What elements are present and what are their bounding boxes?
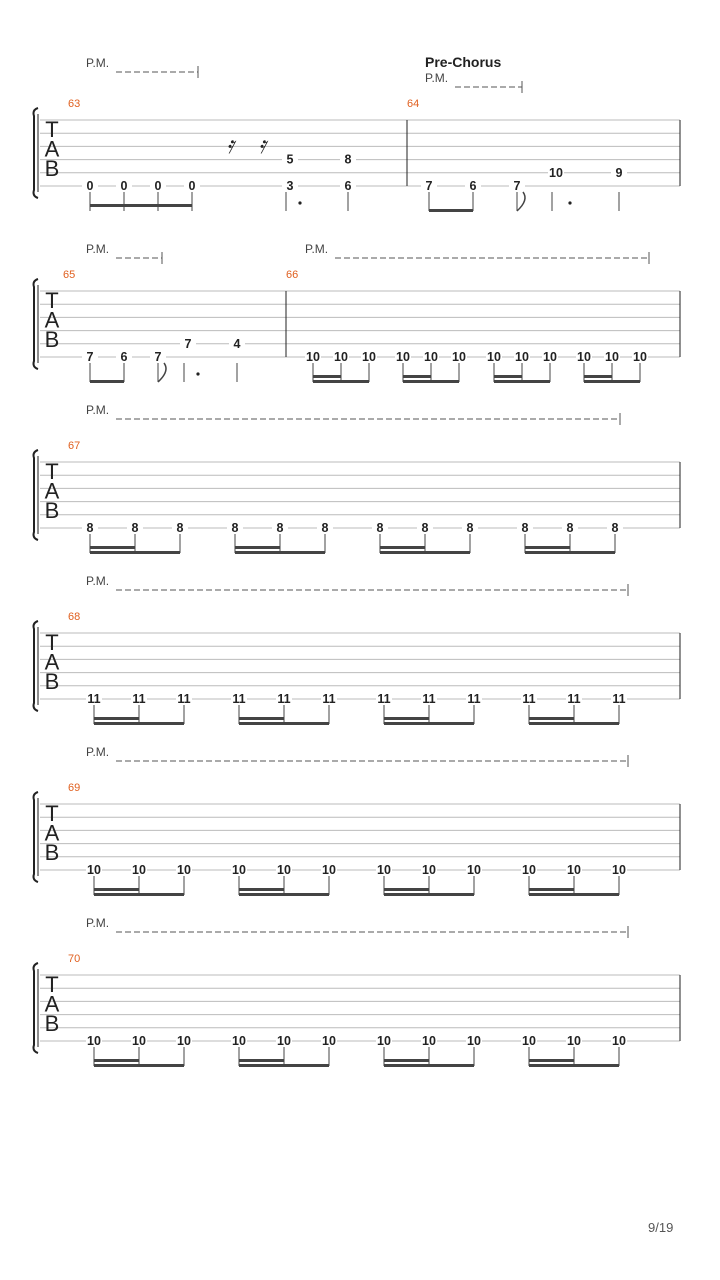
note-beam <box>529 888 574 891</box>
tab-clef-letter: B <box>44 327 60 352</box>
note-beam <box>384 1059 429 1062</box>
note-beam <box>525 546 570 549</box>
fret-number: 10 <box>467 1034 481 1048</box>
fret-number: 10 <box>322 863 336 877</box>
palm-mute-label: P.M. <box>86 56 110 70</box>
measure-number: 69 <box>68 782 81 794</box>
note-beam <box>239 722 329 725</box>
fret-number: 5 <box>286 152 294 167</box>
fret-number: 11 <box>232 692 246 706</box>
fret-number: 10 <box>177 1034 191 1048</box>
note-flag <box>517 192 525 211</box>
note-beam <box>529 722 619 725</box>
fret-number: 10 <box>543 350 557 364</box>
dot <box>196 372 199 375</box>
fret-number: 8 <box>611 521 619 535</box>
fret-number: 7 <box>184 336 192 351</box>
note-beam <box>239 893 329 896</box>
fret-number: 0 <box>154 179 162 193</box>
fret-number: 10 <box>515 350 529 364</box>
fret-number: 10 <box>422 863 436 877</box>
note-beam <box>94 1064 184 1067</box>
fret-number: 10 <box>377 863 391 877</box>
fret-number: 10 <box>424 350 438 364</box>
fret-number: 8 <box>421 521 429 535</box>
fret-number: 7 <box>425 179 433 193</box>
fret-number: 10 <box>522 1034 536 1048</box>
note-beam <box>94 722 184 725</box>
fret-number: 10 <box>522 863 536 877</box>
fret-number: 8 <box>276 521 284 535</box>
tab-clef-letter: A <box>44 136 60 162</box>
tab-clef-letter: B <box>44 669 60 694</box>
note-beam <box>90 204 192 207</box>
fret-number: 8 <box>521 521 529 535</box>
section-label: Pre-Chorus <box>425 54 502 70</box>
fret-number: 8 <box>376 521 384 535</box>
fret-number: 10 <box>232 863 246 877</box>
note-beam <box>94 893 184 896</box>
fret-number: 10 <box>549 165 563 180</box>
fret-number: 11 <box>177 692 191 706</box>
tab-clef-letter: B <box>44 156 60 181</box>
rest-symbol: 𝄿 <box>226 131 234 159</box>
fret-number: 8 <box>344 152 352 167</box>
fret-number: 7 <box>154 350 162 364</box>
fret-number: 10 <box>567 863 581 877</box>
fret-number: 11 <box>522 692 536 706</box>
fret-number: 10 <box>605 350 619 364</box>
palm-mute-label: P.M. <box>425 71 449 85</box>
fret-number: 11 <box>322 692 336 706</box>
note-beam <box>313 380 369 383</box>
fret-number: 6 <box>120 350 128 364</box>
palm-mute-label: P.M. <box>86 574 110 588</box>
fret-number: 8 <box>566 521 574 535</box>
fret-number: 11 <box>132 692 146 706</box>
note-beam <box>403 375 431 378</box>
note-beam <box>429 209 473 212</box>
fret-number: 11 <box>87 692 101 706</box>
note-beam <box>384 722 474 725</box>
staff-bracket <box>34 108 39 198</box>
fret-number: 10 <box>277 863 291 877</box>
note-beam <box>380 551 470 554</box>
fret-number: 7 <box>513 179 521 193</box>
dot <box>568 201 571 204</box>
note-beam <box>239 1059 284 1062</box>
palm-mute-label: P.M. <box>86 916 110 930</box>
fret-number: 10 <box>612 1034 626 1048</box>
palm-mute-label: P.M. <box>86 745 110 759</box>
note-beam <box>239 888 284 891</box>
fret-number: 8 <box>466 521 474 535</box>
measure-number: 67 <box>68 440 81 452</box>
palm-mute-label: P.M. <box>86 242 110 256</box>
fret-number: 10 <box>577 350 591 364</box>
palm-mute-label: P.M. <box>305 242 329 256</box>
fret-number: 6 <box>344 179 352 193</box>
fret-number: 11 <box>467 692 481 706</box>
fret-number: 11 <box>377 692 391 706</box>
tab-clef-letter: A <box>44 991 60 1017</box>
fret-number: 10 <box>87 863 101 877</box>
tab-clef-letter: B <box>44 840 60 865</box>
fret-number: 10 <box>132 1034 146 1048</box>
measure-number: 70 <box>68 953 81 965</box>
page-number: 9/19 <box>648 1220 674 1235</box>
fret-number: 10 <box>322 1034 336 1048</box>
palm-mute-label: P.M. <box>86 403 110 417</box>
note-beam <box>90 546 135 549</box>
fret-number: 10 <box>362 350 376 364</box>
fret-number: 10 <box>633 350 647 364</box>
fret-number: 0 <box>188 179 196 193</box>
fret-number: 4 <box>233 336 241 351</box>
staff-bracket <box>34 792 39 882</box>
tab-clef-letter: T <box>45 801 59 826</box>
note-beam <box>239 1064 329 1067</box>
note-beam <box>529 1064 619 1067</box>
fret-number: 10 <box>306 350 320 364</box>
staff-bracket <box>34 963 39 1053</box>
dot <box>298 201 301 204</box>
measure-number: 68 <box>68 611 81 623</box>
tab-clef-letter: A <box>44 649 60 675</box>
note-beam <box>529 717 574 720</box>
fret-number: 10 <box>487 350 501 364</box>
fret-number: 10 <box>177 863 191 877</box>
note-beam <box>94 1059 139 1062</box>
fret-number: 10 <box>567 1034 581 1048</box>
note-beam <box>384 893 474 896</box>
fret-number: 10 <box>277 1034 291 1048</box>
fret-number: 10 <box>396 350 410 364</box>
note-beam <box>235 551 325 554</box>
fret-number: 10 <box>334 350 348 364</box>
fret-number: 0 <box>120 179 128 193</box>
fret-number: 8 <box>321 521 329 535</box>
tab-clef-letter: B <box>44 498 60 523</box>
note-beam <box>313 375 341 378</box>
fret-number: 10 <box>132 863 146 877</box>
note-beam <box>529 893 619 896</box>
fret-number: 10 <box>422 1034 436 1048</box>
fret-number: 6 <box>469 179 477 193</box>
tab-clef-letter: T <box>45 288 59 313</box>
note-beam <box>235 546 280 549</box>
fret-number: 8 <box>131 521 139 535</box>
tab-clef-letter: T <box>45 972 59 997</box>
fret-number: 11 <box>567 692 581 706</box>
tab-clef-letter: T <box>45 117 59 142</box>
tab-clef-letter: A <box>44 478 60 504</box>
fret-number: 7 <box>86 350 94 364</box>
measure-number: 64 <box>407 98 420 110</box>
fret-number: 0 <box>86 179 94 193</box>
measure-number: 66 <box>286 269 299 281</box>
note-beam <box>94 717 139 720</box>
note-flag <box>158 363 166 382</box>
fret-number: 10 <box>452 350 466 364</box>
staff-bracket <box>34 621 39 711</box>
note-beam <box>525 551 615 554</box>
measure-number: 63 <box>68 98 81 110</box>
tab-clef-letter: T <box>45 630 59 655</box>
tab-clef-letter: A <box>44 307 60 333</box>
staff-bracket <box>34 450 39 540</box>
note-beam <box>584 380 640 383</box>
note-beam <box>384 717 429 720</box>
tab-clef-letter: B <box>44 1011 60 1036</box>
note-beam <box>529 1059 574 1062</box>
measure-number: 65 <box>63 269 76 281</box>
fret-number: 11 <box>422 692 436 706</box>
note-beam <box>90 551 180 554</box>
fret-number: 9 <box>615 165 623 180</box>
fret-number: 8 <box>176 521 184 535</box>
fret-number: 11 <box>277 692 291 706</box>
note-beam <box>384 1064 474 1067</box>
note-beam <box>239 717 284 720</box>
fret-number: 8 <box>231 521 239 535</box>
tab-clef-letter: T <box>45 459 59 484</box>
note-beam <box>584 375 612 378</box>
note-beam <box>384 888 429 891</box>
fret-number: 10 <box>377 1034 391 1048</box>
note-beam <box>494 380 550 383</box>
note-beam <box>90 380 124 383</box>
fret-number: 3 <box>286 179 294 193</box>
fret-number: 10 <box>612 863 626 877</box>
rest-symbol: 𝄿 <box>258 131 266 159</box>
note-beam <box>380 546 425 549</box>
fret-number: 11 <box>612 692 626 706</box>
fret-number: 10 <box>467 863 481 877</box>
note-beam <box>94 888 139 891</box>
tab-clef-letter: A <box>44 820 60 846</box>
fret-number: 10 <box>87 1034 101 1048</box>
fret-number: 8 <box>86 521 94 535</box>
staff-bracket <box>34 279 39 369</box>
fret-number: 10 <box>232 1034 246 1048</box>
note-beam <box>403 380 459 383</box>
note-beam <box>494 375 522 378</box>
